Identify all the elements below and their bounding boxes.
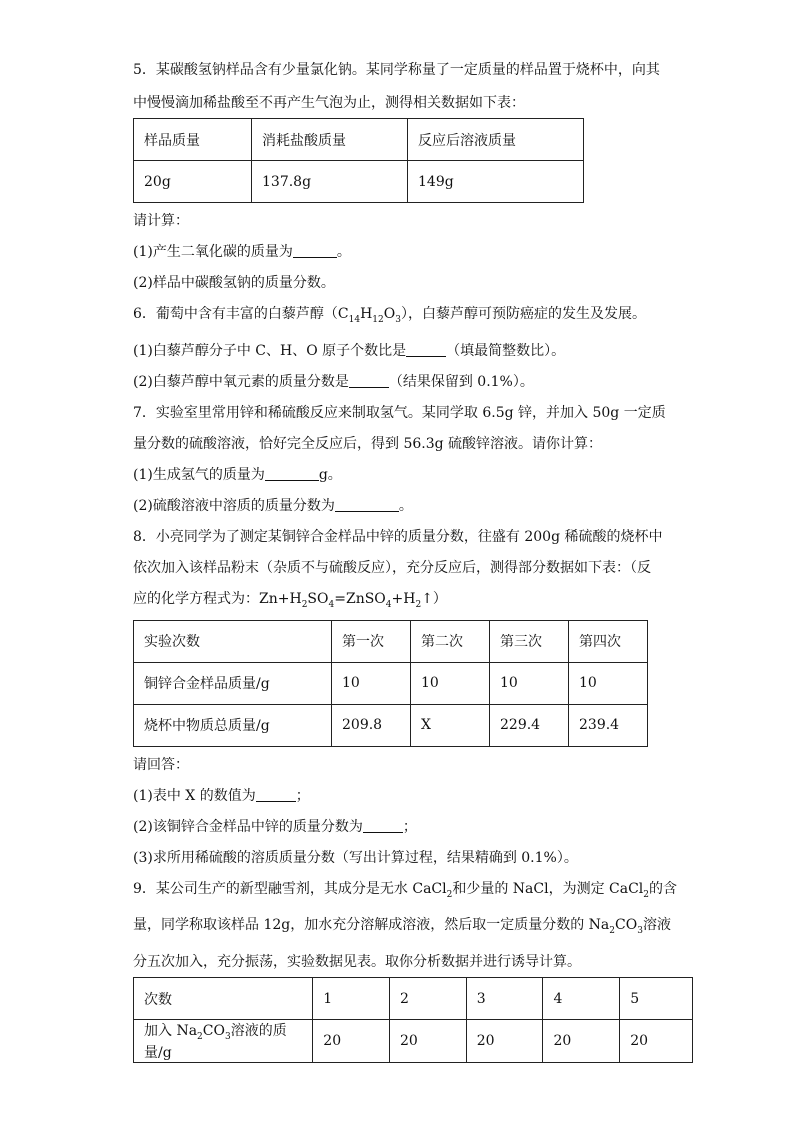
table-cell: 137.8g — [252, 161, 408, 203]
table-cell: 20 — [543, 1020, 620, 1063]
subscript: 12 — [372, 314, 384, 325]
table-header-cell: 第一次 — [332, 620, 411, 662]
q8-sub2-end: ； — [402, 818, 417, 835]
table-cell: 20 — [466, 1020, 543, 1063]
table-header-cell: 5 — [620, 978, 693, 1020]
table-cell: 239.4 — [569, 704, 648, 746]
q6-stem-text-end: ），白藜芦醇可预防癌症的发生及发展。 — [400, 306, 646, 322]
table-cell: 149g — [408, 161, 584, 203]
subscript: 3 — [637, 926, 643, 937]
table-row — [134, 704, 648, 746]
q9-text: CO — [615, 917, 638, 934]
table-row — [134, 620, 648, 662]
table-cell: 20 — [313, 1020, 390, 1063]
table-header-cell: 第三次 — [490, 620, 569, 662]
table-cell: 10 — [569, 662, 648, 704]
q8-subquestion-2 — [133, 817, 693, 837]
q8-sub2-text: (2)该铜锌合金样品中锌的质量分数为 — [133, 818, 363, 835]
subscript: 2 — [301, 599, 308, 610]
table-row — [134, 978, 693, 1020]
table-header-cell: 反应后溶液质量 — [408, 119, 584, 161]
q6-sub1-text: (1)白藜芦醇分子中 C、H、O 原子个数比是 — [133, 342, 407, 359]
table-cell: 烧杯中物质总质量/g — [134, 704, 332, 746]
q9-text: 的含 — [649, 880, 678, 897]
q9-text: 量，同学称取该样品 12g，加水充分溶解成溶液，然后取一定质量分数的 Na — [133, 917, 610, 934]
answer-blank[interactable] — [363, 818, 403, 833]
table-header-cell: 消耗盐酸质量 — [252, 119, 408, 161]
subscript: 2 — [643, 889, 650, 900]
table-header-cell: 样品质量 — [134, 119, 252, 161]
q9-text: 和少量的 NaCl，为测定 CaCl — [452, 880, 644, 897]
question-8 — [133, 527, 693, 868]
q5-stem-line1: 5．某碳酸氢钠样品含有少量氯化钠。某同学称量了一定质量的样品置于烧杯中，向其 — [133, 62, 660, 78]
subscript: 4 — [385, 599, 392, 610]
answer-blank[interactable] — [256, 787, 296, 802]
q6-sub2-text: (2)白藜芦醇中氧元素的质量分数是 — [133, 373, 349, 390]
q8-equation — [133, 589, 693, 615]
q5-prompt: 请计算： — [133, 213, 189, 229]
formula-part: +H — [391, 590, 416, 607]
answer-blank[interactable] — [406, 342, 446, 357]
subscript: 2 — [609, 926, 616, 937]
table-row — [134, 1020, 693, 1063]
q8-stem-line2: 依次加入该样品粉末（杂质不与硫酸反应），充分反应后，测得部分数据如下表：（反 — [133, 559, 651, 576]
table-cell: 铜锌合金样品质量/g — [134, 662, 332, 704]
question-5 — [133, 60, 693, 293]
cell-text: 溶液的质量/g — [144, 1023, 287, 1061]
formula-part: ↑） — [421, 590, 447, 607]
q9-data-table — [133, 977, 693, 1063]
table-cell — [134, 1020, 313, 1063]
table-header-cell: 实验次数 — [134, 620, 332, 662]
table-header-cell: 1 — [313, 978, 390, 1020]
subscript: 2 — [197, 1031, 203, 1042]
table-cell: 10 — [490, 662, 569, 704]
q6-sub1-end: （填最简整数比）。 — [446, 342, 566, 359]
q9-stem-line1 — [133, 879, 693, 905]
table-header-cell: 第二次 — [411, 620, 490, 662]
table-cell: 20 — [390, 1020, 467, 1063]
table-row — [134, 119, 584, 161]
document-page — [133, 60, 693, 1071]
q8-subquestion-1 — [133, 786, 693, 806]
q7-stem-line1: 7．实验室里常用锌和稀硫酸反应来制取氢气。某同学取 6.5g 锌，并加入 50g 一定质 — [133, 404, 666, 421]
q5-subquestion-1 — [133, 242, 693, 262]
question-6 — [133, 304, 693, 392]
q8-sub1-text: (1)表中 X 的数值为 — [133, 787, 256, 804]
table-header-cell: 4 — [543, 978, 620, 1020]
question-7 — [133, 403, 693, 516]
subscript: 2 — [415, 599, 422, 610]
table-cell: 20 — [620, 1020, 693, 1063]
q7-sub2-end: 。 — [398, 497, 413, 514]
q6-stem — [133, 304, 693, 330]
question-9 — [133, 879, 693, 1063]
q5-subquestion-2: (2)样品中碳酸氢钠的质量分数。 — [133, 275, 335, 291]
table-cell: 10 — [411, 662, 490, 704]
q9-text: 溶液 — [642, 917, 671, 934]
subscript: 2 — [446, 889, 453, 900]
formula-part: O — [383, 306, 396, 322]
table-cell: 20g — [134, 161, 252, 203]
table-cell: 229.4 — [490, 704, 569, 746]
q5-sub1-text: (1)产生二氧化碳的质量为 — [133, 244, 293, 260]
q7-sub2-text: (2)硫酸溶液中溶质的质量分数为 — [133, 497, 335, 514]
q8-stem-line1: 8．小亮同学为了测定某铜锌合金样品中锌的质量分数，往盛有 200g 稀硫酸的烧杯中 — [133, 528, 663, 545]
q8-prompt: 请回答： — [133, 756, 189, 773]
q7-sub1-end: g。 — [318, 466, 342, 483]
q5-data-table — [133, 118, 584, 203]
q6-subquestion-1 — [133, 341, 693, 361]
q9-text: 9．某公司生产的新型融雪剂，其成分是无水 CaCl — [133, 880, 447, 897]
q5-stem-line2: 中慢慢滴加稀盐酸至不再产生气泡为止，测得相关数据如下表： — [133, 95, 525, 111]
q6-sub2-end: （结果保留到 0.1%）。 — [388, 373, 534, 390]
subscript: 14 — [348, 314, 361, 325]
q7-stem-line2: 量分数的硫酸溶液，恰好完全反应后，得到 56.3g 硫酸锌溶液。请你计算： — [133, 435, 603, 452]
q6-stem-text: 6．葡萄中含有丰富的白藜芦醇（C — [133, 306, 349, 322]
subscript: 4 — [328, 599, 335, 610]
q9-stem-line2 — [133, 915, 693, 941]
q7-sub1-text: (1)生成氢气的质量为 — [133, 466, 265, 483]
table-header-cell: 第四次 — [569, 620, 648, 662]
table-cell: X — [411, 704, 490, 746]
table-header-cell: 次数 — [134, 978, 313, 1020]
cell-text: CO — [202, 1023, 225, 1040]
q7-subquestion-2 — [133, 496, 693, 516]
q5-sub1-end: 。 — [336, 244, 351, 260]
q8-sub1-end: ； — [295, 787, 310, 804]
q6-subquestion-2 — [133, 372, 693, 392]
answer-blank[interactable] — [335, 497, 399, 512]
answer-blank[interactable] — [293, 243, 337, 258]
q7-subquestion-1 — [133, 465, 693, 485]
cell-text: 加入 Na — [144, 1023, 198, 1040]
q9-stem-line3: 分五次加入，充分振荡，实验数据见表。取你分析数据并进行诱导计算。 — [133, 954, 581, 971]
q8-subquestion-3: (3)求所用稀硫酸的溶质质量分数（写出计算过程，结果精确到 0.1%）。 — [133, 849, 578, 866]
formula-part: =ZnSO — [334, 590, 386, 607]
table-cell: 10 — [332, 662, 411, 704]
table-header-cell: 2 — [390, 978, 467, 1020]
table-cell: 209.8 — [332, 704, 411, 746]
formula-part: SO — [307, 590, 329, 607]
table-header-cell: 3 — [466, 978, 543, 1020]
table-row — [134, 161, 584, 203]
q8-data-table — [133, 620, 648, 747]
answer-blank[interactable] — [265, 466, 319, 481]
q8-eq-text: 应的化学方程式为：Zn+H — [133, 590, 302, 607]
table-row — [134, 662, 648, 704]
formula-part: H — [360, 306, 373, 322]
answer-blank[interactable] — [349, 373, 389, 388]
subscript: 3 — [395, 314, 401, 325]
subscript: 3 — [224, 1031, 231, 1042]
